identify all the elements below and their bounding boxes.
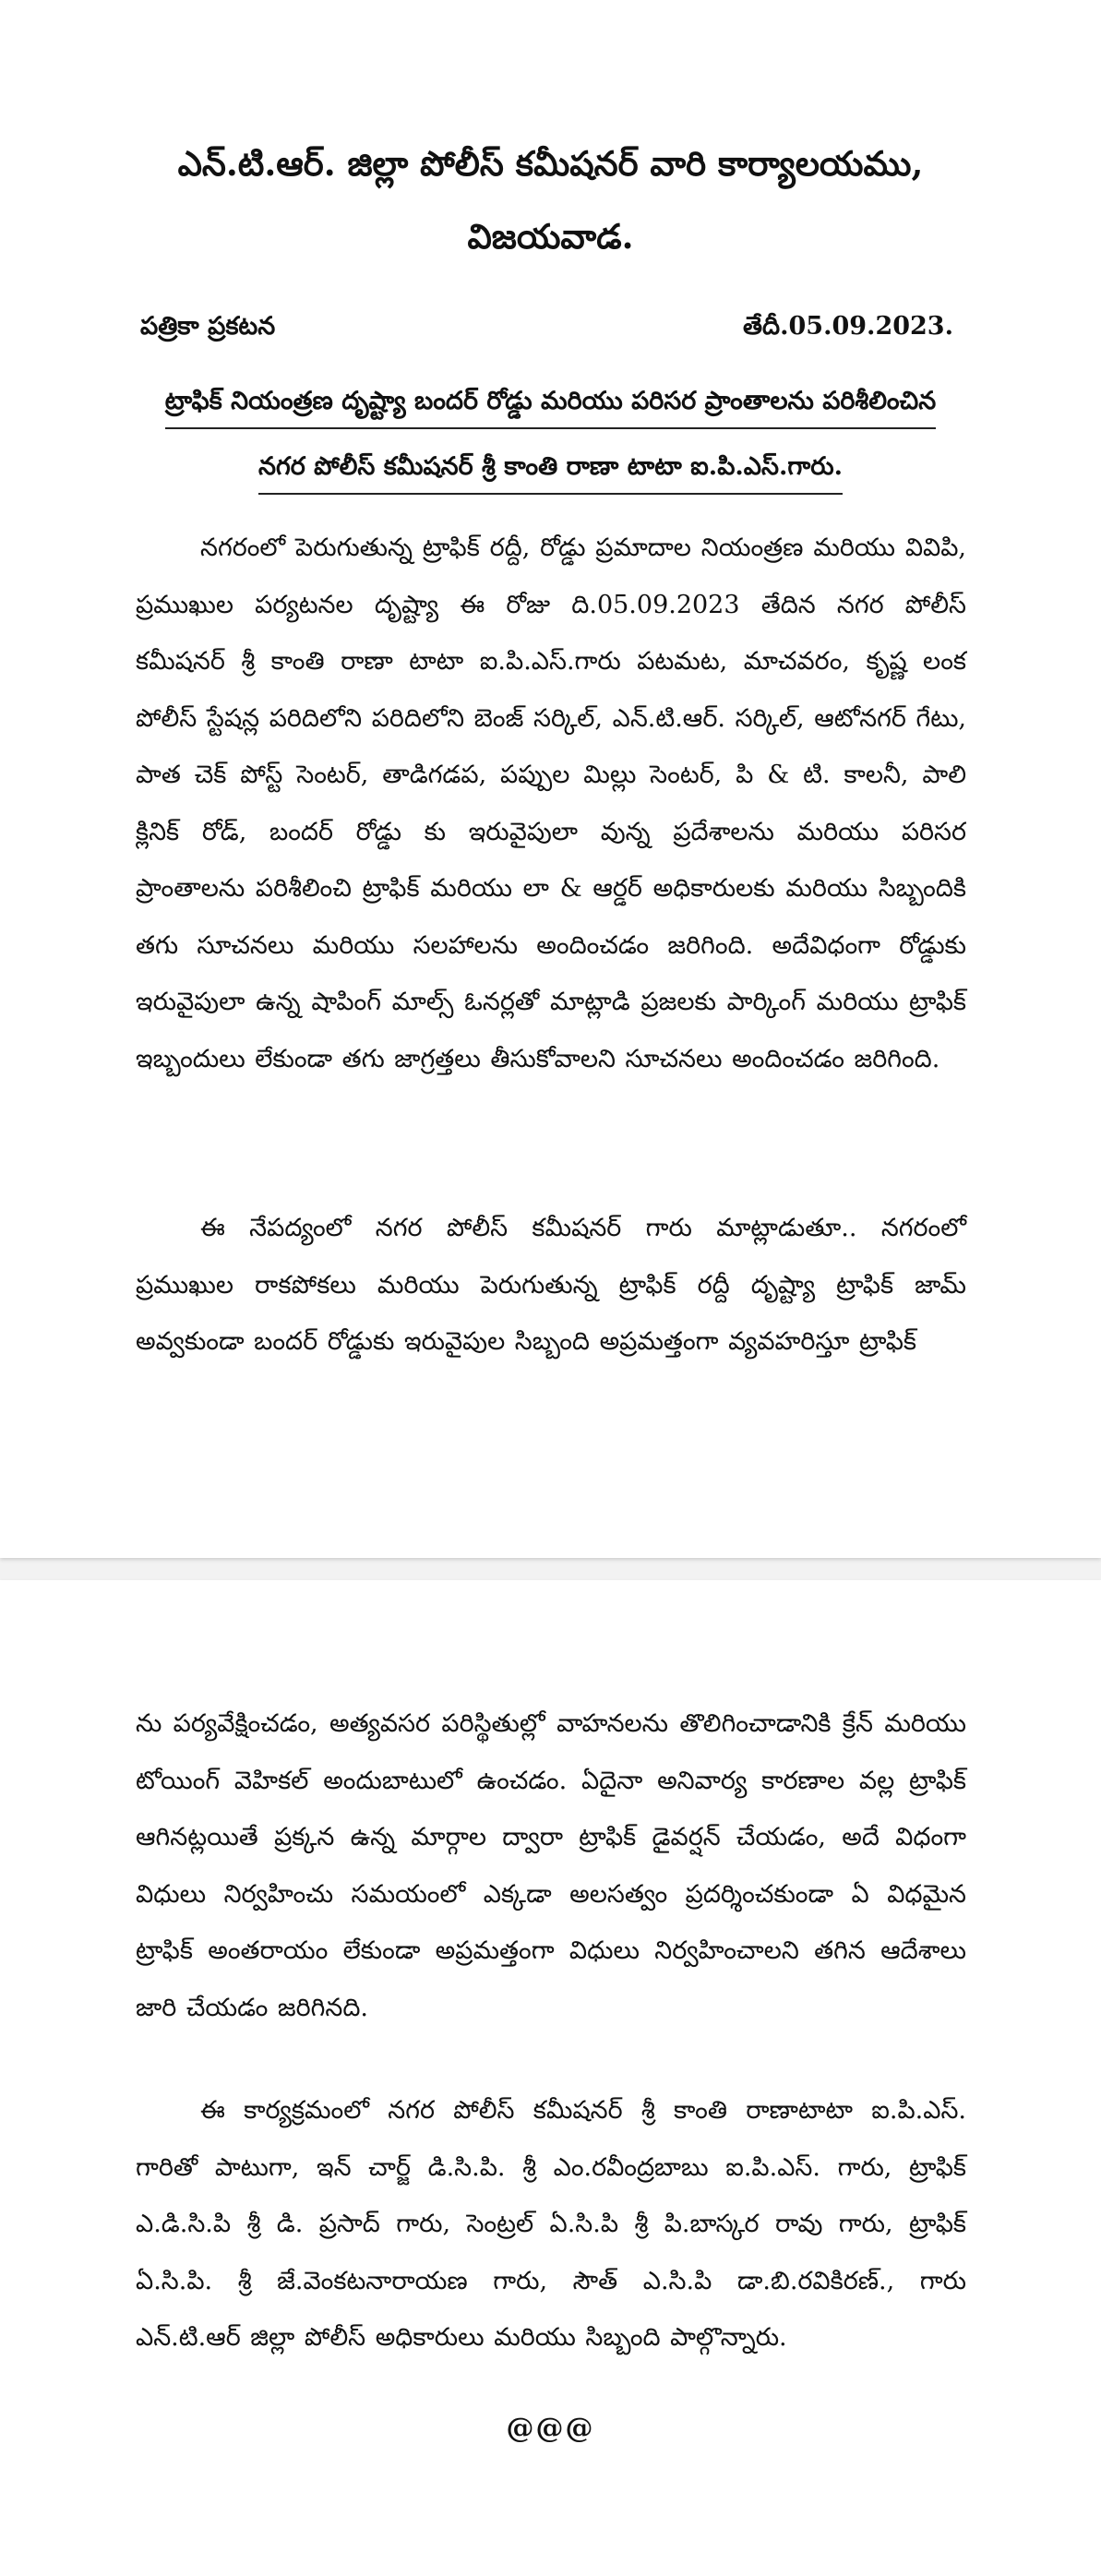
body-paragraph-2: ఈ నేపద్యంలో నగర పోలీస్ కమీషనర్ గారు మాట్లాడుతూ.. నగరంలో ప్రముఖుల రాకపోకలు మరియు పెరుగుతున్న ట్రాఫిక్ రద్దీ దృష్ట్యా ట్రాఫిక్ జామ్ అవ్వకుండా బందర్ రోడ్డుకు ఇరువైపుల సిబ్బంది అప్రమత్తంగా వ్యవహరిస్తూ ట్రాఫిక్	[136, 1214, 966, 1356]
subject-line-1	[0, 383, 1101, 429]
subject-line-2	[0, 449, 1101, 495]
office-city: విజయవాడ.	[467, 216, 634, 257]
subject-line-1-text: ట్రాఫిక్ నియంత్రణ దృష్ట్యా బందర్ రోడ్డు మరియు పరిసర ప్రాంతాలను పరిశీలించిన	[165, 383, 936, 429]
closing-mark: @@@	[506, 2413, 595, 2445]
press-release-date: తేదీ.05.09.2023.	[743, 312, 953, 341]
office-title: ఎన్.టి.ఆర్. జిల్లా పోలీస్ కమీషనర్ వారి కార్యాలయము,	[177, 143, 924, 184]
body-paragraph-1: నగరంలో పెరుగుతున్న ట్రాఫిక్ రద్దీ, రోడ్డు ప్రమాదాల నియంత్రణ మరియు వివిపి, ప్రముఖుల పర్యటనల దృష్ట్యా ఈ రోజు ది.05.09.2023 తేదిన నగర పోలీస్ కమీషనర్ శ్రీ కాంతి రాణా టాటా ఐ.పి.ఎస్.గారు పటమట, మాచవరం, కృష్ణ లంక పోలీస్ స్టేషన్ల పరిదిలోని పరిదిలోని బెంజ్ సర్కిల్, ఎన్.టి.ఆర్. సర్కిల్, ఆటోనగర్ గేటు, పాత చెక్ పోస్ట్ సెంటర్, తాడిగడప, పప్పుల మిల్లు సెంటర్, పి & టి. కాలనీ, పాలి క్లినిక్ రోడ్, బందర్ రోడ్డు కు ఇరువైపులా వున్న ప్రదేశాలను మరియు పరిసర ప్రాంతాలను పరిశీలించి ట్రాఫిక్ మరియు లా & ఆర్డర్ అధికారులకు మరియు సిబ్బందికి తగు సూచనలు మరియు సలహాలను అందించడం జరిగింది. అదేవిధంగా రోడ్డుకు ఇరువైపులా ఉన్న షాపింగ్ మాల్స్ ఓనర్లతో మాట్లాడి ప్రజలకు పార్కింగ్ మరియు ట్రాఫిక్ ఇబ్బందులు లేకుండా తగు జాగ్రత్తలు తీసుకోవాలని సూచనలు అందించడం జరిగింది.	[136, 533, 966, 1073]
subject-line-2-text: నగర పోలీస్ కమీషనర్ శ్రీ కాంతి రాణా టాటా ఐ.పి.ఎస్.గారు.	[258, 449, 843, 495]
body-paragraph-3: ఈ కార్యక్రమంలో నగర పోలీస్ కమీషనర్ శ్రీ కాంతి రాణాటాటా ఐ.పి.ఎస్. గారితో పాటుగా, ఇన్ చార్జ్ డి.సి.పి. శ్రీ ఎం.రవీంద్రబాబు ఐ.పి.ఎస్. గారు, ట్రాఫిక్ ఎ.డి.సి.పి శ్రీ డి. ప్రసాద్ గారు, సెంట్రల్ ఏ.సి.పి శ్రీ పి.బాస్కర రావు గారు, ట్రాఫిక్ ఏ.సి.పి. శ్రీ జే.వెంకటనారాయణ గారు, సౌత్ ఎ.సి.పి డా.బి.రవికిరణ్., గారు ఎన్.టి.ఆర్ జిల్లా పోలీస్ అధికారులు మరియు సిబ్బంది పాల్గొన్నారు.	[136, 2096, 966, 2352]
body-paragraph-2-continued: ను పర్యవేక్షించడం, అత్యవసర పరిస్థితుల్లో వాహనలను తొలిగించాడానికి క్రేన్ మరియు టోయింగ్ వెహికల్ అందుబాటులో ఉంచడం. ఏదైనా అనివార్య కారణాల వల్ల ట్రాఫిక్ ఆగినట్లయితే ప్రక్కన ఉన్న మార్గాల ద్వారా ట్రాఫిక్ డైవర్షన్ చేయడం, అదే విధంగా విధులు నిర్వహించు సమయంలో ఎక్కడా అలసత్వం ప్రదర్శించకుండా ఏ విధమైన ట్రాఫిక్ అంతరాయం లేకుండా అప్రమత్తంగా విధులు నిర్వహించాలని తగిన ఆదేశాలు జారి చేయడం జరిగినది.	[136, 1709, 966, 2022]
press-release-label: పత్రికా ప్రకటన	[140, 312, 276, 341]
